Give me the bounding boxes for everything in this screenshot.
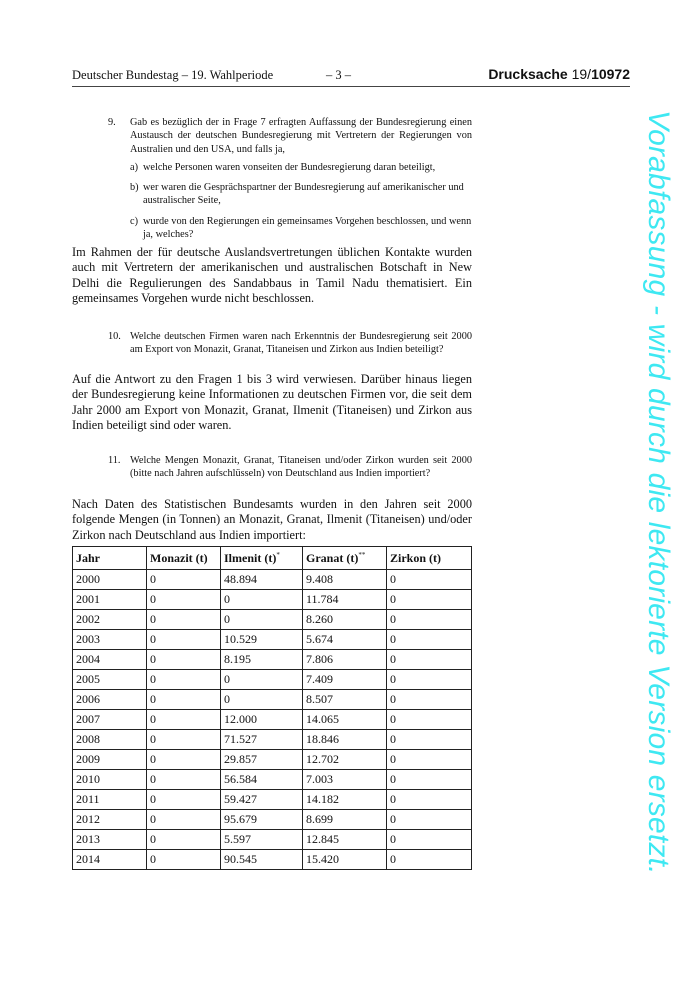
answer-11: Nach Daten des Statistischen Bundesamts wurden in den Jahren seit 2000 folgende Mengen (in Tonnen) an Monazit, Granat, Ilmenit (Titaneisen) und/oder Zirkon nach Deutschland aus Indien importiert: [72,497,472,542]
question-9 [108,116,472,156]
cell-granat: 18.846 [303,730,387,750]
header-parliament: Deutscher Bundestag – 19. Wahlperiode [72,68,274,82]
cell-monazit: 0 [147,770,221,790]
cell-jahr: 2007 [73,710,147,730]
page-header [72,66,630,86]
cell-ilmenit: 90.545 [221,850,303,870]
cell-ilmenit: 56.584 [221,770,303,790]
cell-zirkon: 0 [387,670,472,690]
cell-granat: 9.408 [303,570,387,590]
cell-monazit: 0 [147,590,221,610]
cell-granat: 8.260 [303,610,387,630]
cell-monazit: 0 [147,570,221,590]
cell-jahr: 2001 [73,590,147,610]
table-header-row [73,547,472,570]
table-row [73,830,472,850]
question-text: Gab es bezüglich der in Frage 7 erfragten Auffassung der Bundesregierung einen Austausch der deutschen Bundesregierung mit Vertretern der Regierungen von Australien und den USA, und falls ja, [130,117,472,155]
sub-label: c) [130,216,138,227]
cell-jahr: 2003 [73,630,147,650]
question-9a [130,161,472,174]
header-monazit: Monazit (t) [147,547,221,570]
header-series: 19/ [567,66,592,82]
cell-ilmenit: 71.527 [221,730,303,750]
cell-monazit: 0 [147,830,221,850]
table-row [73,590,472,610]
cell-ilmenit: 0 [221,610,303,630]
cell-jahr: 2000 [73,570,147,590]
footnote-marker-ilmenit: * [276,550,280,559]
cell-zirkon: 0 [387,650,472,670]
header-number: 10972 [591,66,630,82]
question-text: Welche Mengen Monazit, Granat, Titaneisen und/oder Zirkon wurden seit 2000 (bitte nach Jahren aufschlüsseln) von Deutschland aus Indien importiert? [130,455,472,480]
cell-jahr: 2010 [73,770,147,790]
cell-zirkon: 0 [387,830,472,850]
cell-zirkon: 0 [387,630,472,650]
cell-ilmenit: 0 [221,670,303,690]
header-ilmenit-label: Ilmenit (t) [224,550,277,565]
table-row [73,690,472,710]
cell-jahr: 2002 [73,610,147,630]
cell-granat: 12.702 [303,750,387,770]
cell-ilmenit: 95.679 [221,810,303,830]
cell-zirkon: 0 [387,610,472,630]
footnote-marker-granat: ** [358,550,366,559]
table-row [73,770,472,790]
cell-granat: 7.409 [303,670,387,690]
header-rule [72,86,630,87]
table-row [73,750,472,770]
cell-monazit: 0 [147,650,221,670]
table-row [73,670,472,690]
sub-text: wurde von den Regierungen ein gemeinsames Vorgehen beschlossen, und wenn ja, welches? [143,216,472,241]
cell-zirkon: 0 [387,590,472,610]
header-granat [303,547,387,570]
cell-granat: 14.182 [303,790,387,810]
cell-zirkon: 0 [387,690,472,710]
draft-watermark [638,110,678,900]
table-row [73,650,472,670]
cell-monazit: 0 [147,710,221,730]
cell-ilmenit: 59.427 [221,790,303,810]
cell-ilmenit: 0 [221,590,303,610]
import-table [72,546,472,870]
header-drucksache-label: Drucksache [488,66,568,82]
answer-9: Im Rahmen der für deutsche Auslandsvertretungen üblichen Kontakte wurden auch mit Vertretern der amerikanischen und australischen Botschaft in New Delhi die Regulierungen des Sandabbaus in Tamil Nadu thematisiert. Ein gemeinsames Vorgehen wurde nicht beschlossen. [72,245,472,306]
cell-ilmenit: 8.195 [221,650,303,670]
cell-jahr: 2004 [73,650,147,670]
cell-granat: 11.784 [303,590,387,610]
header-granat-label: Granat (t) [306,550,359,565]
cell-granat: 8.699 [303,810,387,830]
cell-jahr: 2005 [73,670,147,690]
cell-jahr: 2011 [73,790,147,810]
cell-ilmenit: 0 [221,690,303,710]
cell-zirkon: 0 [387,810,472,830]
sub-text: welche Personen waren vonseiten der Bundesregierung daran beteiligt, [143,162,436,173]
cell-granat: 7.003 [303,770,387,790]
cell-zirkon: 0 [387,730,472,750]
header-ilmenit [221,547,303,570]
question-number: 11. [108,455,121,466]
cell-jahr: 2014 [73,850,147,870]
answer-10: Auf die Antwort zu den Fragen 1 bis 3 wird verwiesen. Darüber hinaus liegen der Bundesregierung keine Informationen zu deutschen Firmen vor, die seit dem Jahr 2000 am Export von Monazit, Granat, Ilmenit (Titaneisen) und Zirkon aus Indien beteiligt sind oder waren. [72,372,472,433]
question-text: Welche deutschen Firmen waren nach Erkenntnis der Bundesregierung seit 2000 am Export von Monazit, Granat, Titaneisen und Zirkon aus Indien beteiligt? [130,331,472,356]
cell-monazit: 0 [147,730,221,750]
cell-granat: 7.806 [303,650,387,670]
cell-monazit: 0 [147,630,221,650]
table-row [73,850,472,870]
header-document-number [488,66,630,82]
table-row [73,570,472,590]
cell-ilmenit: 5.597 [221,830,303,850]
cell-ilmenit: 12.000 [221,710,303,730]
cell-zirkon: 0 [387,790,472,810]
sub-text: wer waren die Gesprächspartner der Bundesregierung auf amerikanischer und australischer Seite, [143,182,464,207]
cell-monazit: 0 [147,610,221,630]
cell-monazit: 0 [147,750,221,770]
table-row [73,790,472,810]
cell-zirkon: 0 [387,770,472,790]
cell-jahr: 2013 [73,830,147,850]
cell-ilmenit: 10.529 [221,630,303,650]
sub-label: a) [130,162,138,173]
sub-label: b) [130,182,139,193]
cell-jahr: 2009 [73,750,147,770]
question-9c [130,215,472,242]
cell-monazit: 0 [147,790,221,810]
cell-granat: 12.845 [303,830,387,850]
header-page-number: – 3 – [326,68,351,82]
table-row [73,610,472,630]
cell-ilmenit: 29.857 [221,750,303,770]
cell-jahr: 2012 [73,810,147,830]
header-jahr: Jahr [73,547,147,570]
table-row [73,710,472,730]
cell-zirkon: 0 [387,850,472,870]
cell-jahr: 2006 [73,690,147,710]
watermark-text: Vorabfassung - wird durch die lektorierte Version ersetzt. [642,110,675,875]
question-9b [130,181,472,208]
cell-zirkon: 0 [387,570,472,590]
table-row [73,730,472,750]
cell-monazit: 0 [147,850,221,870]
cell-zirkon: 0 [387,710,472,730]
cell-jahr: 2008 [73,730,147,750]
table-row [73,810,472,830]
question-number: 10. [108,331,121,342]
cell-zirkon: 0 [387,750,472,770]
cell-ilmenit: 48.894 [221,570,303,590]
cell-granat: 5.674 [303,630,387,650]
question-number: 9. [108,117,116,128]
table-row [73,630,472,650]
header-zirkon: Zirkon (t) [387,547,472,570]
cell-monazit: 0 [147,810,221,830]
cell-granat: 15.420 [303,850,387,870]
cell-monazit: 0 [147,690,221,710]
question-11 [108,454,472,481]
question-10 [108,330,472,357]
cell-monazit: 0 [147,670,221,690]
cell-granat: 8.507 [303,690,387,710]
cell-granat: 14.065 [303,710,387,730]
